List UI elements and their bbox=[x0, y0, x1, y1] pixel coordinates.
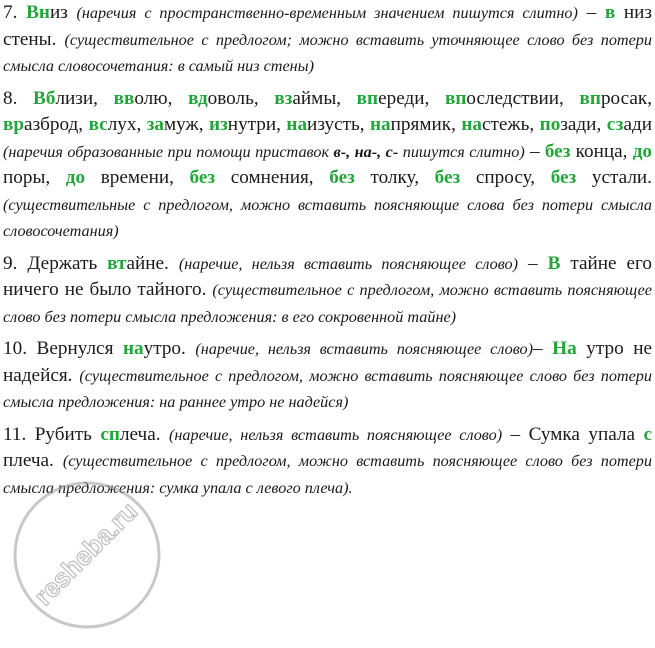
explanation-note: (существительное с предлогом; можно вставить уточняющее слово без потери смысла словосочетания: в самый низ стены) bbox=[3, 30, 652, 75]
highlight-morpheme: по bbox=[539, 114, 561, 135]
highlight-morpheme: вт bbox=[107, 252, 127, 274]
text-run: азброд, bbox=[24, 114, 89, 135]
highlight-morpheme: Вн bbox=[26, 2, 50, 23]
text-run: из bbox=[49, 2, 77, 23]
highlight-morpheme: на bbox=[370, 114, 391, 135]
text-run: – bbox=[533, 338, 553, 359]
highlight-morpheme: сп bbox=[100, 423, 120, 445]
text-run: муж, bbox=[164, 114, 210, 135]
text-run: тайне его ничего не было тайного. bbox=[3, 252, 652, 300]
highlight-morpheme: На bbox=[552, 338, 577, 359]
highlight-morpheme: на bbox=[122, 338, 144, 359]
text-run: плеча. bbox=[3, 450, 63, 471]
text-run: прямик, bbox=[390, 114, 462, 135]
item-7 bbox=[3, 0, 652, 80]
item-10 bbox=[3, 336, 652, 416]
text-run: 9. Держать bbox=[3, 252, 108, 274]
text-run: устали. bbox=[576, 167, 652, 188]
highlight-morpheme: до bbox=[632, 140, 653, 162]
item-11 bbox=[3, 422, 652, 502]
text-run: лизи, bbox=[55, 87, 114, 109]
text-run: оволь, bbox=[207, 87, 275, 109]
highlight-morpheme: вп bbox=[356, 87, 379, 109]
explanation-note: пишутся слитно) bbox=[398, 142, 525, 161]
highlight-morpheme: на bbox=[461, 114, 482, 135]
highlight-morpheme: за bbox=[146, 114, 165, 135]
text-run: лух, bbox=[107, 114, 147, 135]
explanation-note: (существительное с предлогом, можно вставить поясняющее слово без потери смысла предложения: сумка упала с левого плеча). bbox=[3, 452, 652, 497]
watermark-ring bbox=[15, 483, 159, 627]
highlight-morpheme: вп bbox=[444, 87, 467, 109]
text-run: 7. bbox=[3, 2, 27, 23]
text-run: аймы, bbox=[292, 87, 357, 109]
item-8 bbox=[3, 86, 652, 245]
text-run: времени, bbox=[85, 167, 190, 188]
watermark-text: resheba.ru bbox=[27, 495, 144, 612]
text-run: – bbox=[577, 2, 605, 23]
highlight-morpheme: Вб bbox=[33, 87, 56, 109]
highlight-morpheme: вз bbox=[274, 87, 293, 109]
explanation-note: (существительные с предлогом, можно вставить поясняющие слова без потери смысла словосочетания) bbox=[3, 195, 652, 240]
text-run: толку, bbox=[354, 167, 435, 188]
text-run: росак, bbox=[600, 87, 652, 109]
text-run: – bbox=[518, 252, 548, 274]
text-run: низ стены. bbox=[3, 2, 653, 50]
text-run: 8. bbox=[3, 87, 34, 109]
highlight-morpheme: в bbox=[604, 2, 616, 23]
highlight-morpheme: вр bbox=[3, 114, 25, 135]
text-run: олю, bbox=[134, 87, 189, 109]
highlight-morpheme: без bbox=[189, 167, 216, 188]
text-run: – bbox=[524, 140, 545, 162]
highlight-morpheme: без bbox=[550, 167, 577, 188]
text-run: поры, bbox=[3, 167, 66, 188]
explanation-note: (наречие, нельзя вставить поясняющее слово) bbox=[168, 425, 503, 444]
text-run: конца, bbox=[570, 140, 633, 162]
text-run: ади bbox=[623, 114, 652, 135]
text-run: 10. Вернулся bbox=[3, 338, 123, 359]
text-run: стежь, bbox=[481, 114, 540, 135]
explanation-note: (наречия с пространственно-временным значением пишутся слитно) bbox=[76, 4, 578, 22]
text-run: утро не надейся. bbox=[3, 338, 653, 386]
highlight-morpheme: вп bbox=[579, 87, 601, 109]
highlight-morpheme: без bbox=[329, 167, 355, 188]
highlight-morpheme: вс bbox=[88, 114, 108, 135]
text-run: спросу, bbox=[460, 167, 551, 188]
text-run: сомнения, bbox=[215, 167, 330, 188]
highlight-morpheme: из bbox=[209, 114, 228, 135]
text-run: ереди, bbox=[378, 87, 445, 109]
explanation-note: (наречия образованные при помощи приставок bbox=[3, 142, 334, 161]
text-run: зади, bbox=[560, 114, 607, 135]
highlight-morpheme: с bbox=[643, 423, 653, 445]
explanation-note: (существительное с предлогом, можно вставить поясняющее слово без потери смысла предложения: на раннее утро не надейся) bbox=[3, 366, 652, 411]
text-run: – Сумка упала bbox=[502, 423, 644, 445]
explanation-note-bold: в-, на-, с- bbox=[333, 142, 399, 161]
text-run: оследствии, bbox=[466, 87, 580, 109]
text-run: утро. bbox=[143, 338, 196, 359]
text-run: изусть, bbox=[307, 114, 370, 135]
text-run: леча. bbox=[119, 423, 169, 445]
highlight-morpheme: вд bbox=[188, 87, 208, 109]
highlight-morpheme: до bbox=[65, 167, 86, 188]
explanation-note: (существительное с предлогом, можно вставить поясняющее слово без потери смысла предложения: в его сокровенной тайне) bbox=[3, 281, 652, 326]
highlight-morpheme: вв bbox=[113, 87, 135, 109]
text-run: айне. bbox=[126, 252, 179, 274]
highlight-morpheme: сз bbox=[606, 114, 624, 135]
highlight-morpheme: на bbox=[286, 114, 308, 135]
text-run: 11. Рубить bbox=[3, 423, 101, 445]
text-run: нутри, bbox=[227, 114, 287, 135]
highlight-morpheme: без bbox=[544, 140, 571, 162]
item-9 bbox=[3, 251, 652, 331]
highlight-morpheme: В bbox=[547, 252, 561, 274]
explanation-note: (наречие, нельзя вставить поясняющее слово) bbox=[178, 254, 519, 273]
highlight-morpheme: без bbox=[434, 167, 461, 188]
explanation-note: (наречие, нельзя вставить поясняющее слово) bbox=[195, 340, 533, 358]
